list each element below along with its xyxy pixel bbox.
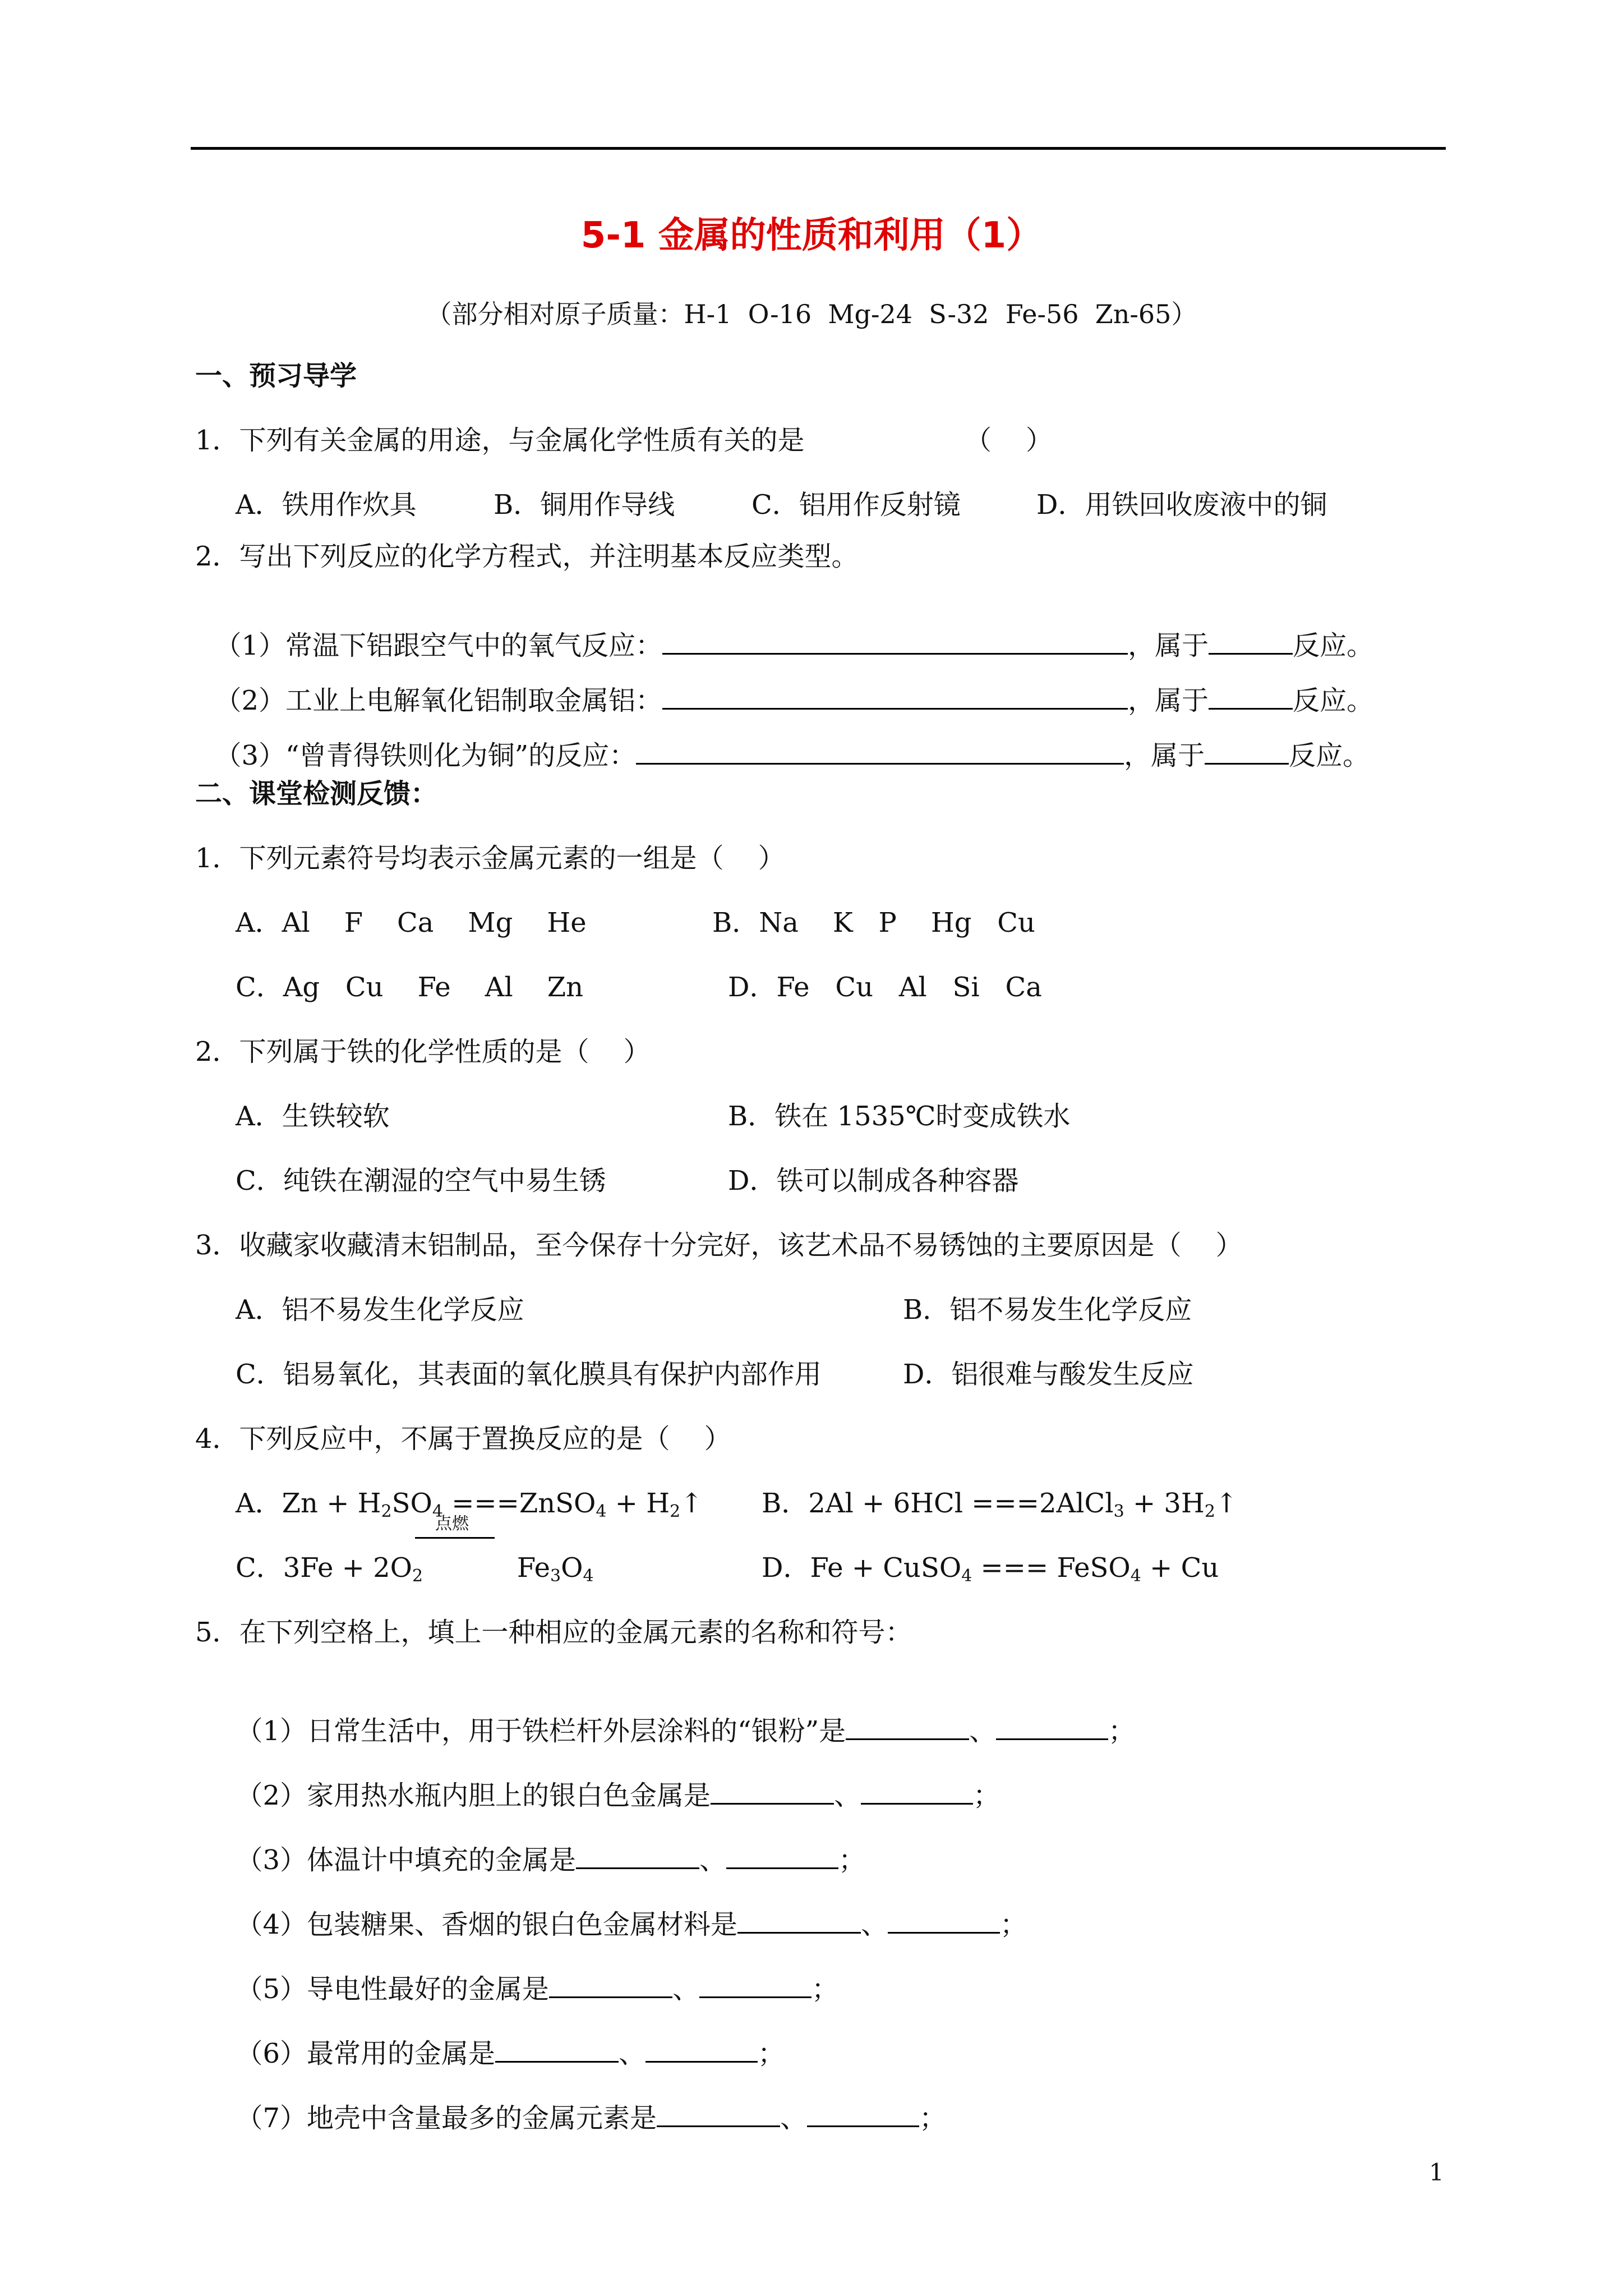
s2-q3-option-b[interactable]: B．铝不易发生化学反应 [903, 1294, 1192, 1326]
s1-q1-stem: 1．下列有关金属的用途，与金属化学性质有关的是 [195, 425, 805, 456]
s2-q4-option-b[interactable]: B．2Al + 6HCl ===2AlCl$_3$ + $3H_2↑$ [762, 1488, 1238, 1521]
item-label: （1）日常生活中，用于铁栏杆外层涂料的“银粉”是 [236, 1715, 846, 1747]
s2-q4-option-d[interactable]: D．Fe + CuSO$_4$ === FeSO$_4$ + Cu [762, 1552, 1219, 1586]
name-blank[interactable] [576, 1843, 699, 1869]
s1-q1-option-d[interactable]: D．用铁回收废液中的铜 [1036, 489, 1327, 521]
end-text: 反应。 [1293, 685, 1374, 716]
s1-q2-item-3 [197, 705, 1370, 772]
end-punct: ； [1000, 1909, 1027, 1940]
symbol-blank[interactable] [861, 1778, 973, 1805]
name-blank[interactable] [495, 2036, 619, 2063]
item-label: （6）最常用的金属是 [236, 2038, 496, 2069]
section1-heading: 一、预习导学 [195, 360, 357, 392]
s2-q5-stem: 5．在下列空格上，填上一种相应的金属元素的名称和符号： [195, 1617, 912, 1648]
s2-q4-option-a[interactable]: A．$Zn + H_2SO_4$ ===ZnSO$_4$ + $H_2↑$ [236, 1488, 703, 1521]
s2-q5-item-3 [219, 1809, 865, 1877]
end-punct: ； [973, 1780, 1000, 1811]
s1-q1-option-b[interactable]: B．铜用作导线 [494, 489, 675, 521]
separator: 、 [619, 2038, 646, 2069]
item-label: （7）地壳中含量最多的金属元素是 [236, 2102, 657, 2134]
separator: 、 [834, 1780, 861, 1811]
s2-q2-option-b[interactable]: B．铁在 1535℃时变成铁水 [728, 1101, 1071, 1132]
separator: 、 [861, 1909, 888, 1940]
header-rule [191, 147, 1446, 150]
s2-q2-stem: 2．下列属于铁的化学性质的是（ ） [195, 1036, 651, 1068]
s1-q1-option-c[interactable]: C．铝用作反射镜 [751, 489, 961, 521]
item-label: （1）常温下铝跟空气中的氧气反应： [214, 630, 663, 661]
s2-q4-option-c[interactable]: C．$3Fe + 2O_2$ $Fe_3O_4$ [236, 1552, 594, 1586]
s2-q2-option-c[interactable]: C．纯铁在潮湿的空气中易生锈 [236, 1165, 606, 1197]
belongs-text: ，属于 [1124, 740, 1205, 771]
end-text: 反应。 [1289, 740, 1370, 771]
end-text: 反应。 [1293, 630, 1374, 661]
end-punct: ； [811, 1973, 839, 2005]
name-blank[interactable] [549, 1972, 672, 1998]
section2-heading: 二、课堂检测反馈： [195, 778, 438, 809]
s1-q2-stem: 2．写出下列反应的化学方程式，并注明基本反应类型。 [195, 541, 859, 572]
name-blank[interactable] [711, 1778, 834, 1805]
symbol-blank[interactable] [996, 1714, 1108, 1740]
item-label: （2）家用热水瓶内胆上的银白色金属是 [236, 1780, 711, 1811]
s2-q3-option-a[interactable]: A．铝不易发生化学反应 [236, 1294, 524, 1326]
item-label: （5）导电性最好的金属是 [236, 1973, 550, 2005]
name-blank[interactable] [846, 1714, 969, 1740]
s2-q5-item-4 [219, 1874, 1027, 1941]
item-label: （3）体温计中填充的金属是 [236, 1844, 577, 1876]
s2-q2-option-d[interactable]: D．铁可以制成各种容器 [728, 1165, 1019, 1197]
atomic-mass-note: （部分相对原子质量：H-1 O-16 Mg-24 S-32 Fe-56 Zn-65） [426, 299, 1197, 329]
s1-q1-option-a[interactable]: A．铁用作炊具 [236, 489, 417, 521]
s2-q1-option-d[interactable]: D．Fe Cu Al Si Ca [728, 972, 1042, 1003]
s2-q1-stem: 1．下列元素符号均表示金属元素的一组是（ ） [195, 843, 785, 874]
s2-q3-stem: 3．收藏家收藏清末铝制品，至今保存十分完好，该艺术品不易锈蚀的主要原因是（ ） [195, 1230, 1243, 1261]
symbol-blank[interactable] [888, 1907, 1000, 1934]
end-punct: ； [758, 2038, 785, 2069]
s2-q5-item-2 [219, 1745, 1000, 1812]
separator: 、 [780, 2102, 808, 2134]
s2-q5-item-1 [219, 1680, 1135, 1748]
s2-q1-option-b[interactable]: B．Na K P Hg Cu [712, 907, 1035, 938]
s2-q3-option-c[interactable]: C．铝易氧化，其表面的氧化膜具有保护内部作用 [236, 1359, 822, 1390]
page-number: 1 [1429, 2159, 1444, 2186]
s2-q4-stem: 4．下列反应中，不属于置换反应的是（ ） [195, 1423, 731, 1455]
s2-q1-option-c[interactable]: C．Ag Cu Fe Al Zn [236, 972, 583, 1003]
s2-q5-item-6 [219, 2003, 785, 2070]
end-punct: ； [919, 2102, 947, 2134]
separator: 、 [672, 1973, 700, 2005]
item-label: （3）“曾青得铁则化为铜”的反应： [214, 740, 637, 771]
name-blank[interactable] [737, 1907, 861, 1934]
reaction-condition-line [415, 1537, 495, 1539]
end-punct: ； [1108, 1715, 1136, 1747]
end-punct: ； [838, 1844, 866, 1876]
symbol-blank[interactable] [726, 1843, 838, 1869]
separator: 、 [699, 1844, 727, 1876]
page-title: 5-1 金属的性质和利用（1） [580, 215, 1043, 256]
s2-q3-option-d[interactable]: D．铝很难与酸发生反应 [903, 1359, 1194, 1390]
reaction-type-blank[interactable] [1205, 738, 1289, 765]
item-label: （4）包装糖果、香烟的银白色金属材料是 [236, 1909, 738, 1940]
s2-q5-item-7 [219, 2067, 946, 2135]
name-blank[interactable] [657, 2101, 780, 2127]
belongs-text: ，属于 [1128, 630, 1209, 661]
symbol-blank[interactable] [807, 2101, 919, 2127]
separator: 、 [969, 1715, 997, 1747]
s2-q2-option-a[interactable]: A．生铁较软 [236, 1101, 390, 1132]
s2-q1-option-a[interactable]: A．Al F Ca Mg He [236, 907, 587, 938]
reaction-condition-label: 点燃 [435, 1514, 469, 1534]
equation-blank[interactable] [636, 738, 1124, 765]
belongs-text: ，属于 [1128, 685, 1209, 716]
s1-q1-answer-paren[interactable]: （ ） [965, 425, 1053, 456]
symbol-blank[interactable] [699, 1972, 811, 1998]
item-label: （2）工业上电解氧化铝制取金属铝： [214, 685, 663, 716]
symbol-blank[interactable] [645, 2036, 758, 2063]
s2-q5-item-5 [219, 1938, 838, 2006]
